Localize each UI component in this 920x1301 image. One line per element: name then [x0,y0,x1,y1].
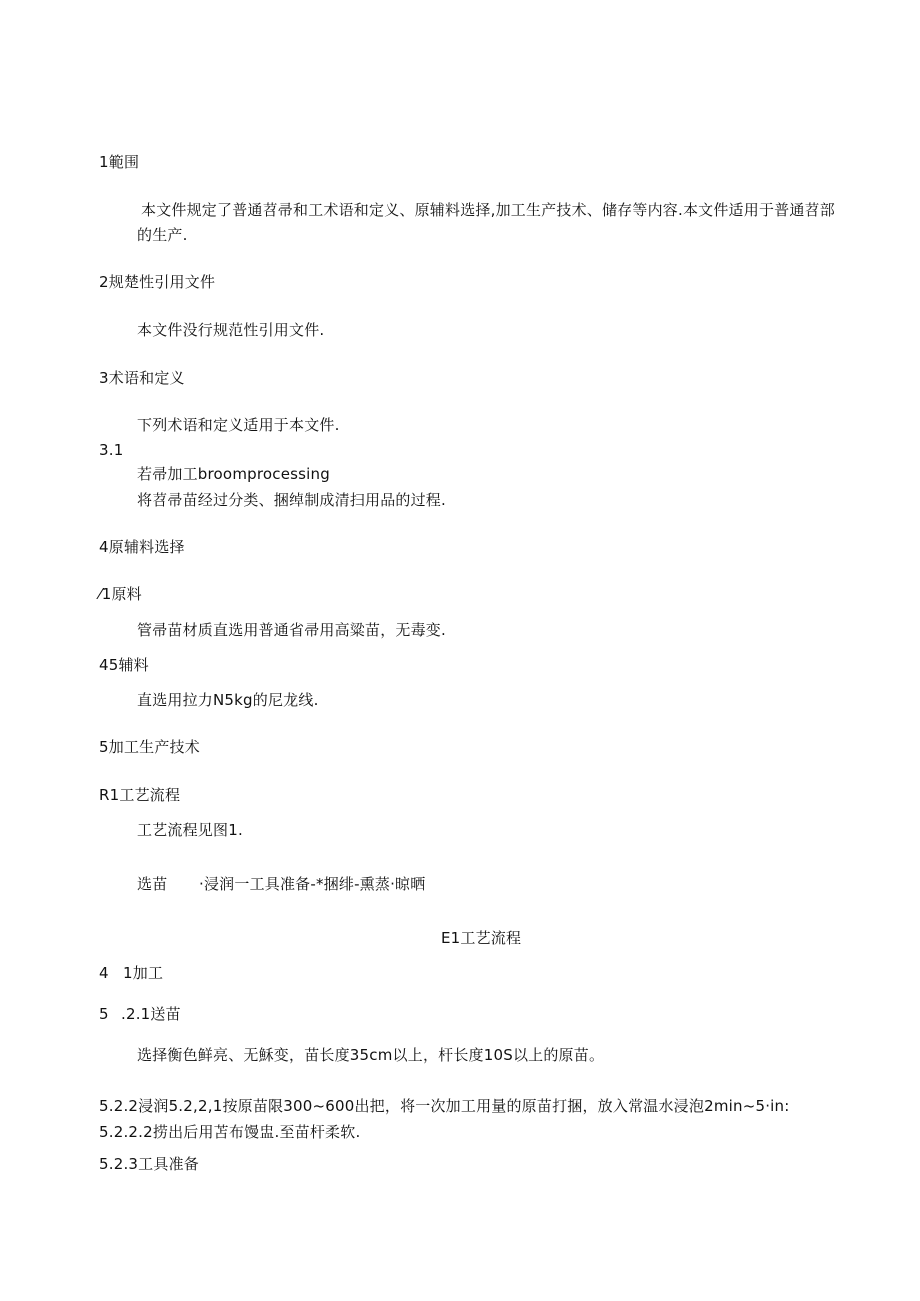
section-1-paragraph-line-2: 的生产. [137,226,188,244]
section-5-2-title: 1加工 [123,964,164,982]
section-4-5-paragraph: 直选用拉力N5kg的尼龙线. [137,691,319,709]
section-5-2-3-heading: 5.2.3工具准备 [99,1155,199,1173]
section-3-heading: 3术语和定义 [99,369,185,387]
section-5-heading: 5加工生产技术 [99,738,200,756]
section-1-paragraph-line-1: 本文件规定了普通苕帚和工术语和定义、原辅料选择,加工生产技术、储存等内容.本文件适用于普通苕部 [141,201,835,219]
section-3-1-number: 3.1 [99,441,124,459]
section-1-heading: 1範围 [99,153,140,171]
process-flow-remaining-steps: ·浸润一工具准备-*捆绯-熏蒸·晾晒 [199,875,426,893]
section-4-1-heading: ⁄1原料 [99,585,142,603]
section-5-2-number: 4 [99,964,109,982]
figure-caption: E1工艺流程 [441,929,522,947]
section-5-2-1-paragraph: 选择衡色鲜亮、无穌变，苗长度35cm以上，杆长度10S以上的原苗。 [137,1046,605,1064]
section-5-1-paragraph: 工艺流程见图1. [137,821,243,839]
section-3-1-term: 若帚加工broomprocessing [137,465,330,483]
section-5-2-1-title: .2.1送苗 [121,1005,181,1023]
section-2-paragraph: 本文件没行规范性引用文件. [137,321,325,339]
section-4-5-heading: 45辅料 [99,656,149,674]
section-4-heading: 4原辅料选择 [99,538,185,556]
section-2-heading: 2规楚性引用文件 [99,273,216,291]
section-3-paragraph: 下列术语和定义适用于本文件. [137,416,340,434]
section-3-1-definition: 将苕帚苗经过分类、捆绰制成清扫用品的过程. [137,491,446,509]
section-5-2-2-2-line: 5.2.2.2捞出后用苫布馒盅.至苗杆柔软. [99,1123,361,1141]
section-4-1-paragraph: 管帚苗材质直选用普通省帚用高粱苗，无毒变. [137,621,446,639]
section-5-2-1-number: 5 [99,1005,109,1023]
section-5-1-heading: R1工艺流程 [99,786,181,804]
process-flow-first-step: 选苗 [137,875,168,893]
section-5-2-2-line: 5.2.2浸润5.2,2,1按原苗限300~600出把，将一次加工用量的原苗打捆，放入常温水浸泡2min~5·in: [99,1097,790,1115]
